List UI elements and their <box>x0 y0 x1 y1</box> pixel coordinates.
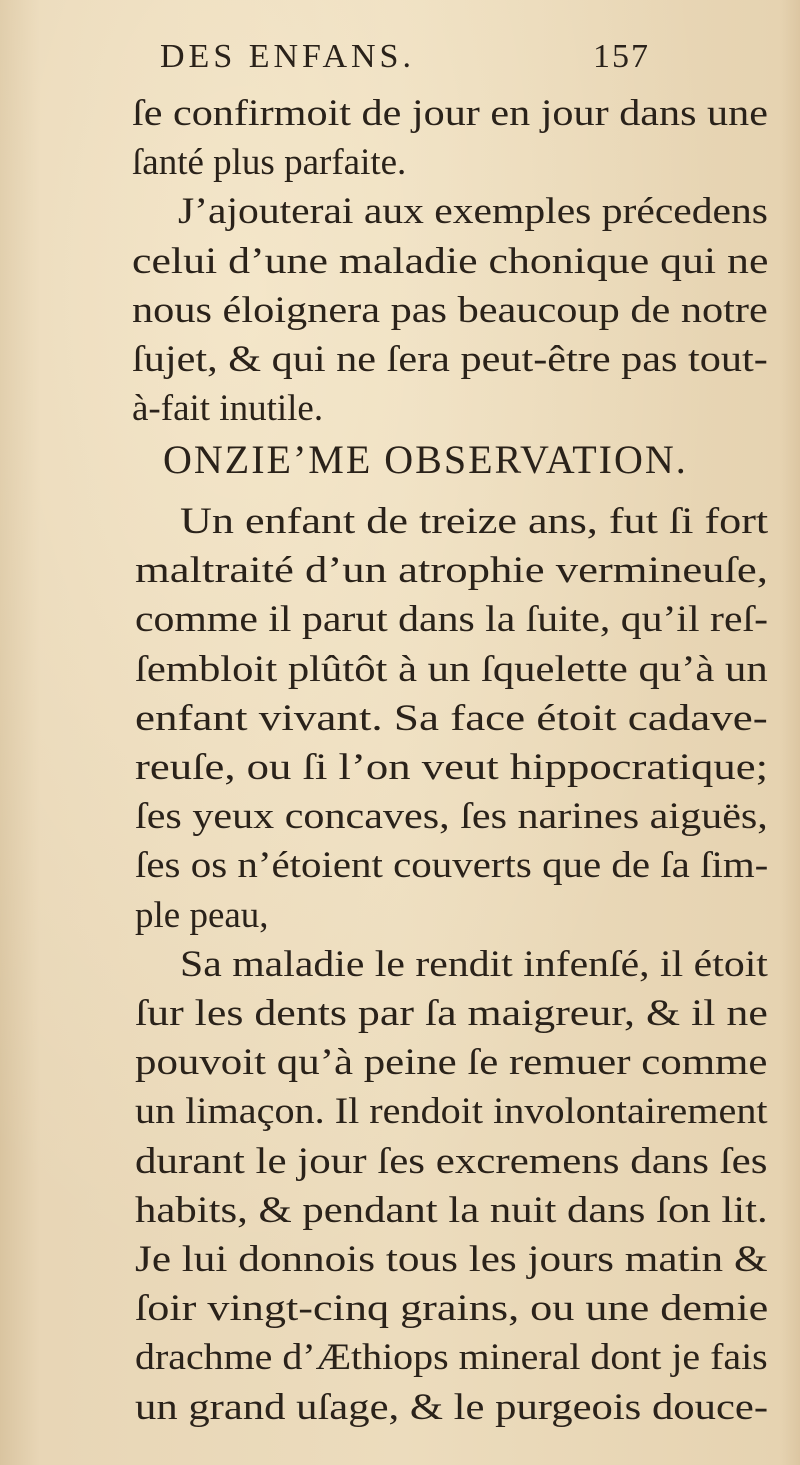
text-line: maltraité d’un atrophie vermineuſe, <box>135 550 768 592</box>
text-line: nous éloignera pas beaucoup de notre <box>132 289 768 331</box>
text-line: durant le jour ſes excremens dans ſes <box>135 1140 768 1182</box>
text-line: un limaçon. Il rendoit involontairement <box>135 1091 768 1133</box>
text-line: ſes yeux concaves, ſes narines aiguës, <box>135 796 768 838</box>
text-line: ſanté plus parfaite. <box>132 142 407 184</box>
text-line: Un enfant de treize ans, fut ſi fort <box>180 501 769 542</box>
text-line: à-fait inutile. <box>132 388 324 430</box>
text-line: ſujet, & qui ne ſera peut-être pas tout- <box>132 339 768 380</box>
text-line: enfant vivant. Sa face étoit cadave- <box>135 697 768 739</box>
section-heading: ONZIE’ME OBSERVATION. <box>163 437 688 482</box>
text-line: ſe confirmoit de jour en jour dans une <box>132 93 768 134</box>
page-number: 157 <box>593 38 650 75</box>
text-line: J’ajouterai aux exemples précedens <box>178 191 768 233</box>
text-line: ſembloit plûtôt à un ſquelette qu’à un <box>135 648 768 690</box>
text-line: ple peau, <box>135 894 269 936</box>
running-head <box>160 38 650 82</box>
running-title: DES ENFANS. <box>160 38 415 75</box>
text-line: ſes os n’étoient couverts que de ſa ſim- <box>135 845 769 887</box>
text-line: ſur les dents par ſa maigreur, & il ne <box>135 993 768 1034</box>
text-line: pouvoit qu’à peine ſe remuer comme <box>135 1042 768 1084</box>
text-line: un grand uſage, & le purgeois douce- <box>135 1386 769 1428</box>
text-line: drachme d’Æthiops mineral dont je fais <box>135 1337 768 1379</box>
text-line: Sa maladie le rendit infenſé, il étoit <box>180 943 768 985</box>
text-line: comme il parut dans la ſuite, qu’il reſ- <box>135 599 768 641</box>
text-line: habits, & pendant la nuit dans ſon lit. <box>135 1189 768 1231</box>
text-line: celui d’une maladie chonique qui ne <box>132 240 769 282</box>
text-line: reuſe, ou ſi l’on veut hippocratique; <box>135 747 769 788</box>
text-line: Je lui donnois tous les jours matin & <box>135 1239 768 1280</box>
text-line: ſoir vingt-cinq grains, ou une demie <box>135 1288 769 1330</box>
